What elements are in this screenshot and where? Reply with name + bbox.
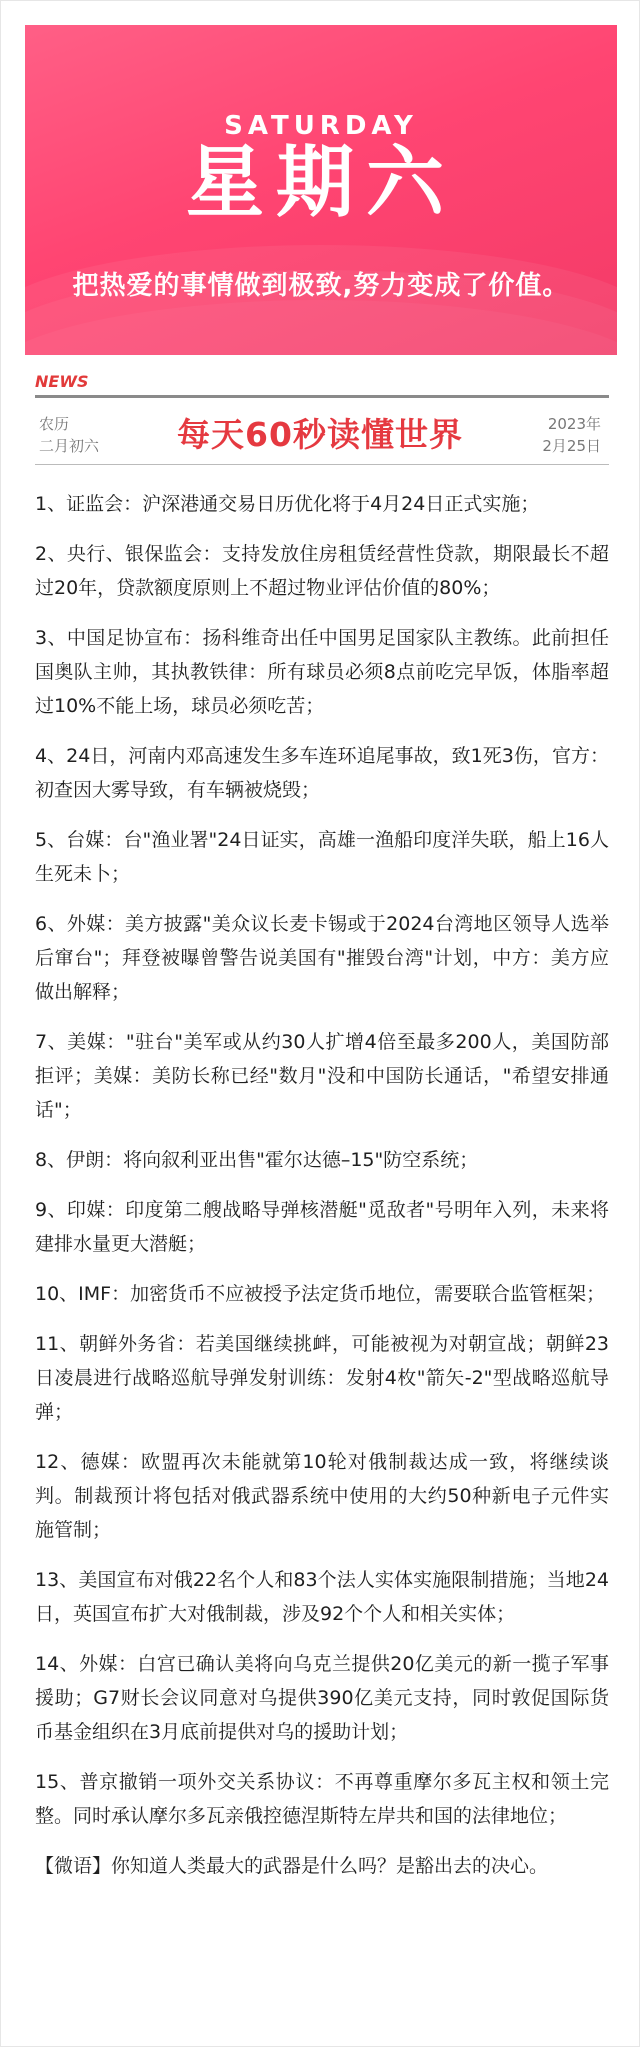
banner-day-chinese: 星期六 [185,138,456,228]
date-year: 2023年 [547,415,601,433]
news-item: 10、IMF：加密货币不应被授予法定货币地位，需要联合监管框架； [35,1283,606,1305]
news-item: 14、外媒：白宫已确认美将向乌克兰提供20亿美元的新一揽子军事援助；G7财长会议同意对乌提供390亿美元支持，同时敦促国际货币基金组织在3月底前提供对乌的援助计划； [35,1653,609,1743]
page-title: 每天60秒读懂世界 [177,415,463,454]
lunar-day: 二月初六 [39,437,100,455]
header-banner [25,25,617,355]
news-item: 4、24日，河南内邓高速发生多车连环追尾事故，致1死3伤，官方：初查因大雾导致，有车辆被烧毁； [35,745,609,801]
gregorian-date [542,413,601,457]
news-item: 13、美国宣布对俄22名个人和83个法人实体实施限制措施；当地24日，英国宣布扩大对俄制裁，涉及92个个人和相关实体； [35,1569,609,1625]
date-day: 2月25日 [542,437,601,455]
news-item: 15、普京撤销一项外交关系协议：不再尊重摩尔多瓦主权和领土完整。同时承认摩尔多瓦亲俄控德涅斯特左岸共和国的法律地位； [35,1771,609,1827]
news-item: 1、证监会：沪深港通交易日历优化将于4月24日正式实施； [35,493,540,515]
news-item: 11、朝鲜外务省：若美国继续挑衅，可能被视为对朝宣战；朝鲜23日凌晨进行战略巡航导弹发射训练：发射4枚"箭矢-2"型战略巡航导弹； [35,1333,609,1423]
banner-day-english: SATURDAY [224,111,418,141]
banner-slogan: 把热爱的事情做到极致,努力变成了价值。 [72,271,570,301]
news-tag: NEWS [35,372,89,391]
news-item: 8、伊朗：将向叙利亚出售"霍尔达德–15"防空系统； [35,1149,479,1171]
news-item: 5、台媒：台"渔业署"24日证实，高雄一渔船印度洋失联，船上16人生死未卜； [35,829,609,885]
lunar-label: 农历 [39,415,70,433]
divider [35,395,609,398]
news-list [35,487,609,1883]
daily-quote: 【微语】你知道人类最大的武器是什么吗？是豁出去的决心。 [35,1855,549,1877]
news-item: 6、外媒：美方披露"美众议长麦卡锡或于2024台湾地区领导人选举后窜台"；拜登被曝曾警告说美国有"摧毁台湾"计划，中方：美方应做出解释； [35,913,609,1003]
news-item: 2、央行、银保监会：支持发放住房租赁经营性贷款，期限最长不超过20年，贷款额度原则上不超过物业评估价值的80%； [35,543,609,599]
news-item: 12、德媒：欧盟再次未能就第10轮对俄制裁达成一致，将继续谈判。制裁预计将包括对俄武器系统中使用的大约50种新电子元件实施管制； [35,1451,609,1541]
divider [35,464,609,465]
news-item: 3、中国足协宣布：扬科维奇出任中国男足国家队主教练。此前担任国奥队主帅，其执教铁律：所有球员必须8点前吃完早饭，体脂率超过10%不能上场，球员必须吃苦； [35,627,609,717]
news-item: 9、印媒：印度第二艘战略导弹核潜艇"觅敌者"号明年入列，未来将建排水量更大潜艇； [35,1199,609,1255]
news-item: 7、美媒："驻台"美军或从约30人扩增4倍至最多200人，美国防部拒评；美媒：美防长称已经"数月"没和中国防长通话，"希望安排通话"； [35,1031,609,1121]
